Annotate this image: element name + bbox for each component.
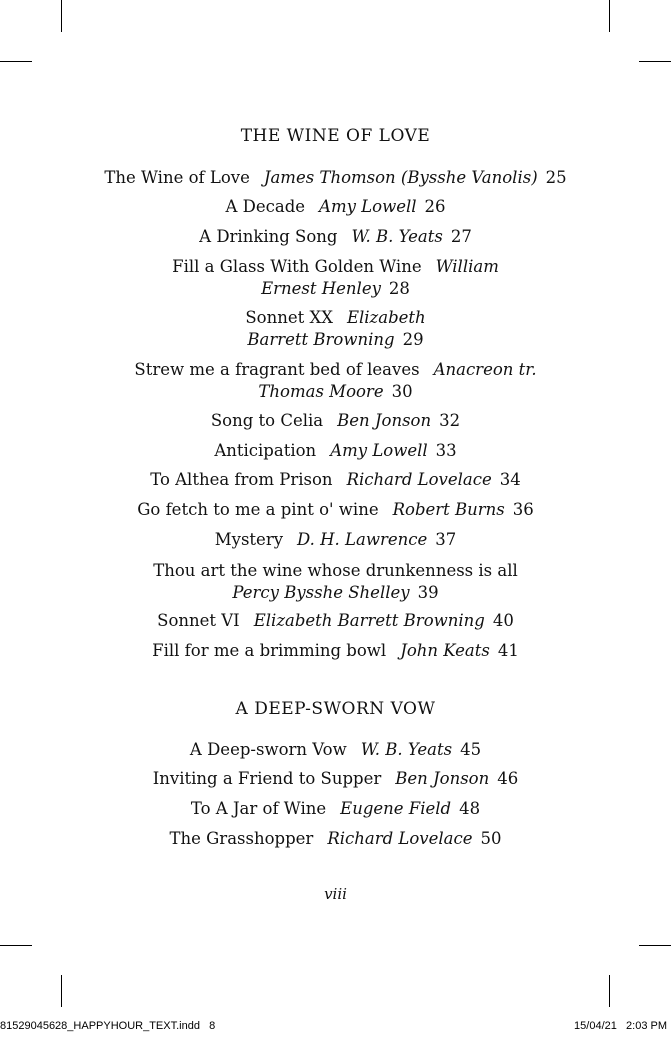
- entry-page: 25: [545, 168, 567, 187]
- entry-page: 33: [435, 441, 457, 460]
- entry-title: Go fetch to me a pint o' wine: [137, 500, 379, 519]
- entry-author: John Keats: [400, 641, 490, 660]
- entry-title: Inviting a Friend to Supper: [152, 769, 382, 788]
- crop-mark-left-top: [0, 61, 32, 62]
- crop-mark-bottom-right: [609, 975, 610, 1007]
- toc-entry: [60, 256, 611, 300]
- toc-entry: [60, 529, 611, 551]
- entry-page: 26: [424, 197, 446, 216]
- toc-entry: [60, 640, 611, 662]
- entry-author: W. B. Yeats: [351, 227, 443, 246]
- toc-entry: [60, 768, 611, 790]
- entry-title: A Drinking Song: [199, 227, 338, 246]
- entry-author: Richard Lovelace: [346, 470, 492, 489]
- entry-title: To Althea from Prison: [150, 470, 333, 489]
- toc-entry: [60, 469, 611, 491]
- crop-mark-top-left: [61, 0, 62, 32]
- entry-page: 36: [512, 500, 534, 519]
- toc-entry: [60, 739, 611, 761]
- entry-author: Amy Lowell: [319, 197, 417, 216]
- entry-author-continued: Percy Bysshe Shelley: [232, 583, 410, 602]
- toc-entry: [60, 167, 611, 189]
- page-number: viii: [324, 885, 347, 903]
- entry-page: 30: [391, 382, 413, 401]
- entry-author-continued: Ernest Henley: [261, 279, 381, 298]
- crop-mark-right-bottom: [639, 945, 671, 946]
- toc-entry: [60, 499, 611, 521]
- toc-entry: [60, 359, 611, 403]
- entry-page: 39: [417, 583, 439, 602]
- entry-author: D. H. Lawrence: [297, 530, 428, 549]
- entry-title: Fill a Glass With Golden Wine: [172, 257, 422, 276]
- toc-entry: [60, 440, 611, 462]
- entry-title: Song to Celia: [210, 411, 324, 430]
- entry-author: Anacreon tr.: [433, 360, 537, 379]
- entry-page: 41: [497, 641, 519, 660]
- entry-page: 34: [499, 470, 521, 489]
- entry-title: A Decade: [225, 197, 306, 216]
- toc-entry: [60, 226, 611, 248]
- toc-entry: [60, 828, 611, 850]
- toc-entry: [60, 798, 611, 820]
- entry-page: 46: [497, 769, 519, 788]
- toc-entry: [60, 307, 611, 351]
- entry-author: Ben Jonson: [395, 769, 490, 788]
- crop-mark-left-bottom: [0, 945, 32, 946]
- entry-author: James Thomson (Bysshe Vanolis): [263, 168, 538, 187]
- entry-title: Mystery: [214, 530, 284, 549]
- crop-mark-right-top: [639, 61, 671, 62]
- entry-author: Robert Burns: [392, 500, 505, 519]
- entry-author: Amy Lowell: [330, 441, 428, 460]
- entry-title: To A Jar of Wine: [190, 799, 327, 818]
- toc-entry: [60, 196, 611, 218]
- entry-author: Richard Lovelace: [327, 829, 473, 848]
- entry-page: 32: [439, 411, 461, 430]
- toc-entry: [60, 410, 611, 432]
- entry-page: 50: [480, 829, 502, 848]
- entry-page: 40: [492, 611, 514, 630]
- entry-author: W. B. Yeats: [360, 740, 453, 759]
- entry-page: 37: [435, 530, 457, 549]
- entry-author: Ben Jonson: [337, 411, 432, 430]
- toc-entry: [60, 610, 611, 632]
- entry-page: 29: [402, 330, 424, 349]
- entry-title: Sonnet XX: [245, 308, 333, 327]
- entry-author: Eugene Field: [340, 799, 452, 818]
- entry-title: Strew me a fragrant bed of leaves: [134, 360, 420, 379]
- entry-title: A Deep-sworn Vow: [189, 740, 347, 759]
- entry-page: 27: [450, 227, 472, 246]
- toc-entry: [60, 560, 611, 604]
- entry-title: The Wine of Love: [104, 168, 250, 187]
- entry-title: Fill for me a brimming bowl: [152, 641, 387, 660]
- entry-author: Elizabeth: [346, 308, 426, 327]
- entry-title: Sonnet VI: [157, 611, 240, 630]
- slug-datetime: 15/04/21 2:03 PM: [574, 1020, 667, 1032]
- entry-title: Thou art the wine whose drunkenness is all: [153, 561, 518, 580]
- crop-mark-top-right: [609, 0, 610, 32]
- section-title: A DEEP-SWORN VOW: [235, 699, 436, 719]
- entry-author: William: [435, 257, 499, 276]
- entry-author: Elizabeth Barrett Browning: [253, 611, 485, 630]
- section-title: THE WINE OF LOVE: [240, 126, 431, 146]
- entry-page: 28: [388, 279, 410, 298]
- entry-author-continued: Thomas Moore: [258, 382, 384, 401]
- entry-title: Anticipation: [214, 441, 317, 460]
- entry-title: The Grasshopper: [169, 829, 314, 848]
- crop-mark-bottom-left: [61, 975, 62, 1007]
- entry-page: 45: [460, 740, 482, 759]
- entry-author-continued: Barrett Browning: [247, 330, 395, 349]
- slug-filename: 81529045628_HAPPYHOUR_TEXT.indd 8: [0, 1020, 216, 1032]
- entry-page: 48: [459, 799, 481, 818]
